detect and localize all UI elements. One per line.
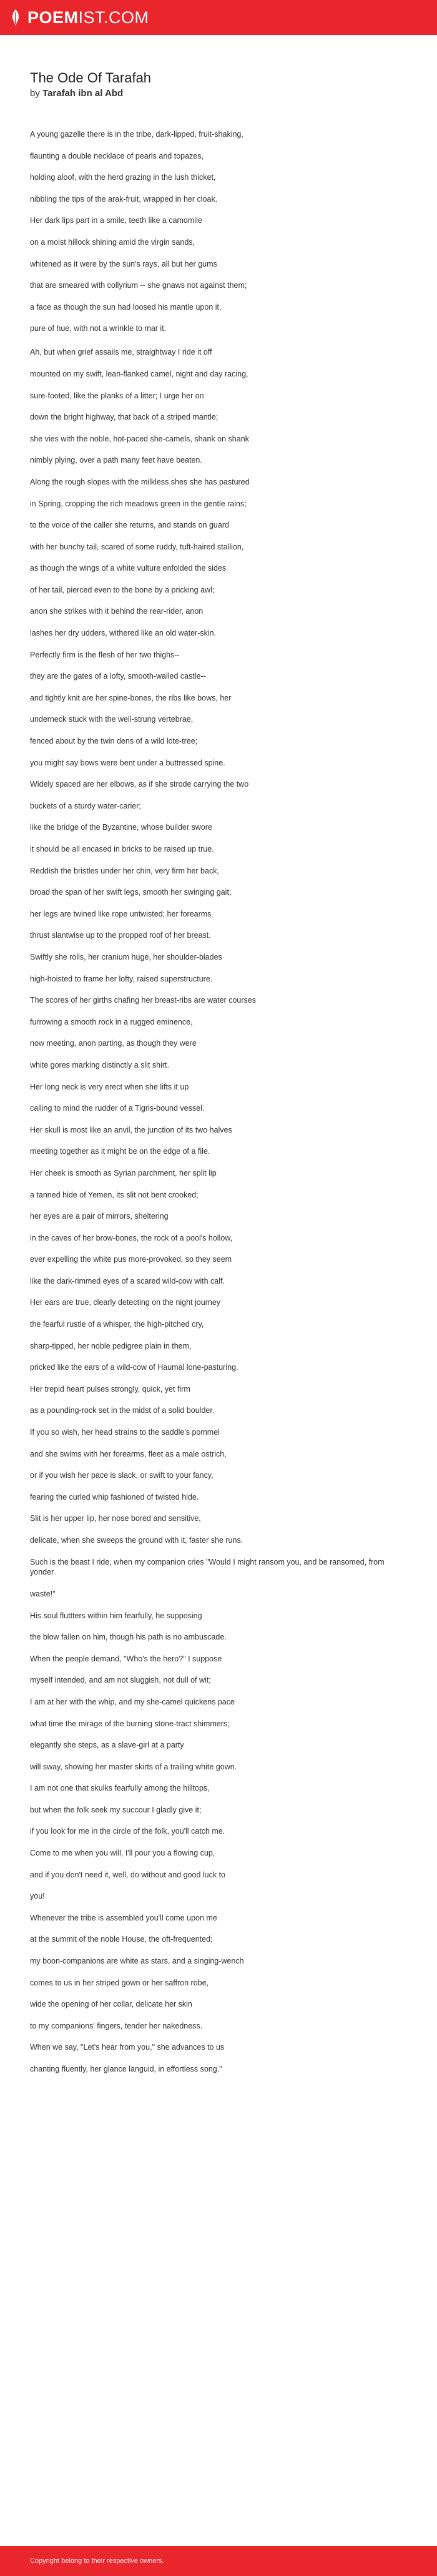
poem-line: Slit is her upper lip, her nose bored and sensitive,: [30, 1514, 201, 1523]
poem-line: lashes her dry udders, withered like an old water-skin.: [30, 629, 217, 638]
copyright-text: Copyright belong to their respective owners.: [30, 2557, 164, 2565]
poem-line: When we say, "Let's hear from you," she advances to us: [30, 2043, 225, 2052]
poem-line: like the bridge of the Byzantine, whose builder swore: [30, 823, 212, 832]
poem-line: A young gazelle there is in the tribe, dark-lipped, fruit-shaking,: [30, 130, 243, 139]
poem-line: to the voice of the caller she returns, and stands on guard: [30, 521, 229, 530]
poem-line: her legs are twined like rope untwisted; her forearms: [30, 909, 212, 918]
poem-line: sharp-tipped, her noble pedigree plain in them,: [30, 1341, 192, 1350]
poem-line: meeting together as it might be on the edge of a file.: [30, 1147, 210, 1156]
poem-line: Perfectly firm is the flesh of her two thighs--: [30, 650, 180, 659]
poem-line: but when the folk seek my succour I gladly give it;: [30, 1805, 202, 1814]
poem-line: nimbly plying, over a path many feet have beaten.: [30, 456, 202, 465]
poem-author[interactable]: Tarafah ibn al Abd: [42, 88, 124, 99]
poem-line: furrowing a smooth rock in a rugged eminence,: [30, 1017, 193, 1026]
poem-line: Widely spaced are her elbows, as if she strode carrying the two: [30, 780, 249, 789]
site-logo[interactable]: [9, 9, 149, 26]
poem-line: her eyes are a pair of mirrors, sheltering: [30, 1212, 169, 1221]
brand-bold: POEM: [27, 7, 79, 27]
poem-line: white gores marking distinctly a slit shirt.: [30, 1060, 169, 1069]
poem-line: If you so wish, her head strains to the saddle's pommel: [30, 1428, 220, 1437]
poem-line: and tightly knit are her spine-bones, the ribs like bows, her: [30, 693, 232, 702]
poem-line: a tanned hide of Yemen, its slit not bent crooked;: [30, 1190, 199, 1199]
poem-line: delicate, when she sweeps the ground with it, faster she runs.: [30, 1536, 243, 1545]
poem-line: as a pounding-rock set in the midst of a solid boulder.: [30, 1406, 215, 1415]
poem-body: [30, 129, 407, 2075]
poem-line: a face as though the sun had loosed his mantle upon it,: [30, 302, 222, 312]
poem-line: my boon-companions are white as stars, and a singing-wench: [30, 1957, 244, 1966]
poem-line: now meeting, anon parting, as though they were: [30, 1039, 197, 1048]
poem-line: you!: [30, 1892, 45, 1901]
poem-line: whitened as it were by the sun's rays, all but her gums: [30, 259, 217, 268]
quill-icon: [9, 9, 22, 26]
poem-line: Her dark lips part in a smile, teeth like a camomile: [30, 216, 202, 225]
poem-line: waste!": [30, 1589, 56, 1598]
poem-stanza: [30, 129, 407, 334]
poem-line: the blow fallen on him, though his path is no ambuscade.: [30, 1633, 227, 1642]
poem-line: Her long neck is very erect when she lifts it up: [30, 1082, 189, 1091]
byline-prefix: by: [30, 88, 40, 99]
poem-line: comes to us in her striped gown or her saffron robe,: [30, 1978, 209, 1987]
poem-line: or if you wish her pace is slack, or swift to your fancy,: [30, 1471, 214, 1480]
poem-line: ever expelling the white pus more-provoked, so they seem: [30, 1255, 232, 1264]
poem-line: Her ears are true, clearly detecting on the night journey: [30, 1298, 221, 1307]
poem-line: Ah, but when grief assails me, straightway I ride it off: [30, 348, 212, 357]
poem-line: on a moist hillock shining amid the virgin sands,: [30, 237, 195, 247]
poem-content: [0, 35, 437, 2546]
poem-title: The Ode Of Tarafah: [30, 70, 152, 86]
poem-line: The scores of her girths chafing her breast-ribs are water courses: [30, 996, 256, 1005]
poem-line: Such is the beast I ride, when my companion cries "Would I might ransom you, and be ransomed, from yonder: [30, 1557, 385, 1577]
poem-line: you might say bows were bent under a buttressed spine.: [30, 758, 225, 767]
poem-line: flaunting a double necklace of pearls and topazes,: [30, 151, 204, 160]
poem-line: in the caves of her brow-bones, the rock of a pool's hollow,: [30, 1233, 233, 1242]
poem-stanza: [30, 347, 407, 2075]
poem-line: elegantly she steps, as a slave-girl at a party: [30, 1741, 184, 1750]
poem-line: Her trepid heart pulses strongly, quick, yet firm: [30, 1384, 190, 1394]
poem-line: if you look for me in the circle of the folk, you'll catch me.: [30, 1827, 225, 1836]
poem-line: at the summit of the noble House, the oft-frequented;: [30, 1935, 213, 1944]
poem-line: they are the gates of a lofty, smooth-walled castle--: [30, 672, 206, 681]
poem-line: the fearful rustle of a whisper, the high-pitched cry,: [30, 1320, 204, 1329]
poem-line: it should be all encased in bricks to be raised up true.: [30, 845, 214, 853]
poem-line: broad the span of her swift legs, smooth her swinging gait;: [30, 888, 232, 897]
poem-line: and she swims with her forearms, fleet as a male ostrich,: [30, 1449, 227, 1458]
poem-line: Her skull is most like an anvil, the junction of its two halves: [30, 1125, 232, 1134]
poem-line: anon she strikes with it behind the rear-rider, anon: [30, 607, 204, 616]
poem-line: as though the wings of a white vulture enfolded the sides: [30, 564, 227, 573]
poem-line: high-hoisted to frame her lofty, raised superstructure.: [30, 974, 213, 983]
poem-line: and if you don't need it, well, do without and good luck to: [30, 1870, 226, 1879]
brand-rest: IST.COM: [78, 7, 149, 27]
poem-line: Her cheek is smooth as Syrian parchment, her split lip: [30, 1168, 217, 1177]
site-footer: [0, 2546, 437, 2576]
poem-line: of her tail, pierced even to the bone by a pricking awl;: [30, 585, 215, 594]
poem-line: I am not one that skulks fearfully among the hilltops,: [30, 1784, 210, 1793]
poem-line: pricked like the ears of a wild-cow of Haumal lone-pasturing.: [30, 1363, 238, 1372]
poem-line: holding aloof, with the herd grazing in the lush thicket,: [30, 173, 216, 182]
poem-line: His soul fluttters within him fearfully, he supposing: [30, 1611, 202, 1620]
poem-line: like the dark-rimmed eyes of a scared wild-cow with calf.: [30, 1276, 225, 1286]
poem-line: nibbling the tips of the arak-fruit, wrapped in her cloak.: [30, 194, 218, 204]
poem-line: wide the opening of her collar, delicate her skin: [30, 2000, 192, 2009]
poem-line: Reddish the bristles under her chin, very firm her back,: [30, 866, 219, 875]
poem-line: I am at her with the whip, and my she-camel quickens pace: [30, 1697, 235, 1706]
poem-line: fenced about by the twin dens of a wild lote-tree;: [30, 737, 198, 746]
poem-line: fearing the curled whip fashioned of twisted hide.: [30, 1492, 199, 1502]
poem-line: she vies with the noble, hot-paced she-camels, shank on shank: [30, 434, 249, 443]
poem-line: Come to me when you will, I'll pour you a flowing cup,: [30, 1849, 215, 1858]
poem-byline: [30, 88, 407, 99]
poem-line: what time the mirage of the burning stone-tract shimmers;: [30, 1719, 230, 1728]
poem-line: Whenever the tribe is assembled you'll come upon me: [30, 1913, 217, 1922]
poem-line: with her bunchy tail, scared of some ruddy, tuft-haired stallion,: [30, 542, 244, 551]
poem-line: myself intended, and am not sluggish, not dull of wit;: [30, 1676, 211, 1685]
poem-line: pure of hue, with not a wrinkle to mar it.: [30, 324, 167, 333]
poem-line: calling to mind the rudder of a Tigris-bound vessel.: [30, 1104, 205, 1113]
poem-line: buckets of a sturdy water-carier;: [30, 801, 141, 810]
poem-line: mounted on my swift, lean-flanked camel, night and day racing,: [30, 369, 248, 378]
poem-line: When the people demand, "Who's the hero?" I suppose: [30, 1654, 222, 1663]
poem-line: Along the rough slopes with the milkless shes she has pastured: [30, 477, 250, 486]
poem-line: to my companions' fingers, tender her nakedness.: [30, 2021, 203, 2030]
poem-line: underneck stuck with the well-strung vertebrae,: [30, 715, 194, 724]
poem-line: sure-footed, like the planks of a litter; I urge her on: [30, 391, 204, 400]
poem-line: thrust slantwise up to the propped roof of her breast.: [30, 931, 211, 940]
poem-line: will sway, showing her master skirts of a trailing white gown.: [30, 1762, 237, 1771]
poem-line: chanting fluently, her glance languid, in effortless song.": [30, 2065, 222, 2073]
poem-line: that are smeared with collyrium -- she gnaws not against them;: [30, 281, 247, 290]
site-header: [0, 0, 437, 35]
poem-line: Swiftly she rolls, her cranium huge, her shoulder-blades: [30, 952, 222, 961]
poem-line: down the bright highway, that back of a striped mantle;: [30, 413, 219, 422]
poem-line: in Spring, cropping the rich meadows green in the gentle rains;: [30, 499, 247, 508]
